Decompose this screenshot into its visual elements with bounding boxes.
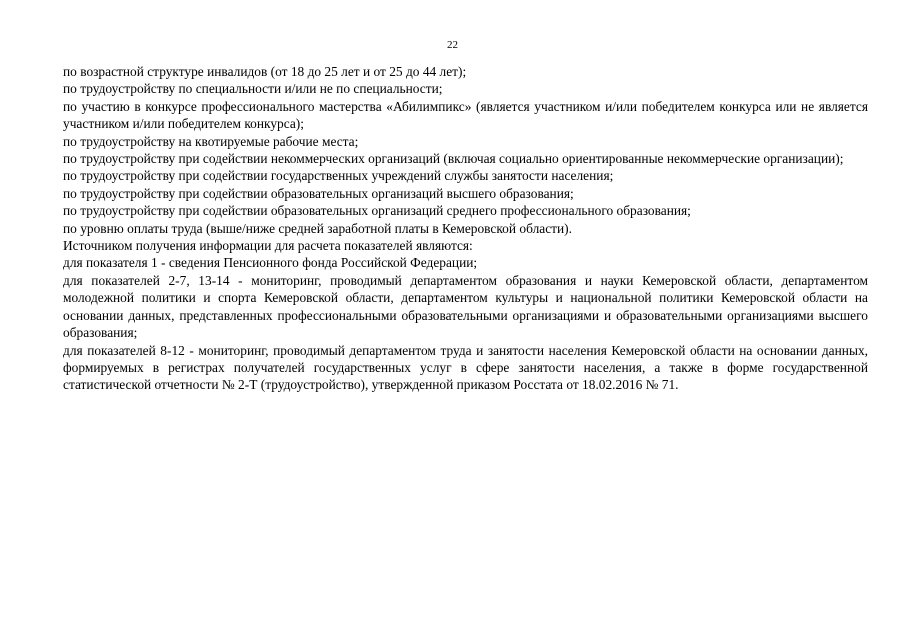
paragraph-abilympics: по участию в конкурсе профессионального мастерства «Абилимпикс» (является участником и/или победителем конкурса или не является участником и/или победителем конкурса); <box>63 98 868 132</box>
paragraph-specialty: по трудоустройству по специальности и/или не по специальности; <box>63 81 443 97</box>
paragraph-indicators-2-7-13-14: для показателей 2-7, 13-14 - мониторинг, проводимый департаментом образования и науки Кемеровской области, департаментом молодежной политики и спорта Кемеровской области, департаментом культуры и национальной политики Кемеровской области на основании данных, представленных профессиональными образовательными организациями и образовательными организациями высшего образования; <box>63 272 868 341</box>
paragraph-quota: по трудоустройству на квотируемые рабочие места; <box>63 133 359 149</box>
page-number: 22 <box>447 39 458 51</box>
paragraph-nonprofit: по трудоустройству при содействии некоммерческих организаций (включая социально ориентированные некоммерческие организации); <box>63 151 844 167</box>
paragraph-indicator-1: для показателя 1 - сведения Пенсионного фонда Российской Федерации; <box>63 255 478 271</box>
paragraph-age-structure: по возрастной структуре инвалидов (от 18 до 25 лет и от 25 до 44 лет); <box>63 64 467 79</box>
paragraph-indicators-8-12: для показателей 8-12 - мониторинг, проводимый департаментом труда и занятости населения Кемеровской области на основании данных, формируемых в регистрах получателей государственных услуг в сфере занятости населения, а также в форме государственной статистической отчетности № 2-Т (трудоустройство), утвержденной приказом Росстата от 18.02.2016 № 71. <box>63 342 868 393</box>
paragraph-higher-education: по трудоустройству при содействии образовательных организаций высшего образования; <box>63 185 574 201</box>
paragraph-sources-intro: Источником получения информации для расчета показателей являются: <box>63 238 473 254</box>
paragraph-employment-service: по трудоустройству при содействии государственных учреждений службы занятости населения; <box>63 168 614 184</box>
paragraph-secondary-vocational: по трудоустройству при содействии образовательных организаций среднего профессионального образования; <box>63 203 691 219</box>
document-body <box>63 63 868 394</box>
paragraph-salary-level: по уровню оплаты труда (выше/ниже средней заработной платы в Кемеровской области). <box>63 220 572 236</box>
